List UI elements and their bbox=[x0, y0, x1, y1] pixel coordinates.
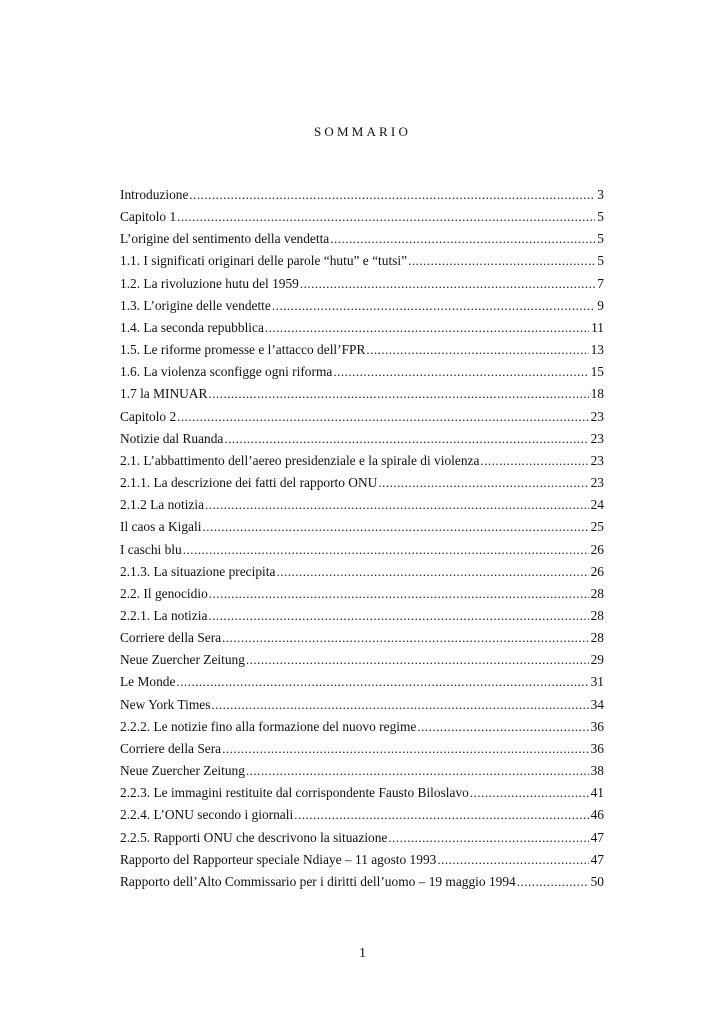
toc-entry-title: 2.1. L’abbattimento dell’aereo presidenziale e la spirale di violenza bbox=[120, 452, 480, 468]
toc-entry-title: 2.2.3. Le immagini restituite dal corrispondente Fausto Biloslavo bbox=[120, 785, 469, 801]
toc-entry-page: 5 bbox=[597, 209, 604, 225]
toc-entry-page: 23 bbox=[590, 452, 604, 468]
toc-dot-leader bbox=[408, 253, 595, 269]
toc-entry-page: 38 bbox=[590, 763, 604, 779]
toc-entry-title: Rapporto del Rapporteur speciale Ndiaye – 11 agosto 1993 bbox=[120, 851, 437, 867]
toc-entry[interactable] bbox=[120, 807, 604, 829]
toc-entry[interactable] bbox=[120, 652, 604, 674]
toc-entry-title: 2.2.5. Rapporti ONU che descrivono la situazione bbox=[120, 829, 388, 845]
toc-entry-page: 47 bbox=[590, 851, 604, 867]
toc-dot-leader bbox=[224, 431, 588, 447]
toc-dot-leader bbox=[205, 497, 589, 513]
toc-entry-page: 26 bbox=[590, 563, 604, 579]
toc-entry-page: 50 bbox=[590, 873, 604, 889]
toc-entry[interactable] bbox=[120, 719, 604, 741]
toc-dot-leader bbox=[366, 342, 588, 358]
toc-dot-leader bbox=[378, 475, 588, 491]
toc-entry-page: 5 bbox=[597, 253, 604, 269]
toc-dot-leader bbox=[480, 453, 588, 469]
toc-entry-title: 2.1.1. La descrizione dei fatti del rapporto ONU bbox=[120, 475, 378, 491]
toc-entry-title: 1.2. La rivoluzione hutu del 1959 bbox=[120, 275, 299, 291]
toc-entry[interactable] bbox=[120, 519, 604, 541]
toc-entry[interactable] bbox=[120, 386, 604, 408]
toc-entry-page: 3 bbox=[597, 187, 604, 202]
toc-dot-leader bbox=[222, 741, 588, 757]
toc-entry-page: 28 bbox=[590, 630, 604, 646]
toc-dot-leader bbox=[183, 542, 589, 558]
toc-dot-leader bbox=[330, 231, 595, 247]
toc-dot-leader bbox=[202, 519, 588, 535]
toc-dot-leader bbox=[333, 364, 588, 380]
toc-entry[interactable] bbox=[120, 342, 604, 364]
toc-entry[interactable] bbox=[120, 209, 604, 231]
toc-dot-leader bbox=[437, 852, 588, 868]
toc-entry-title: 1.1. I significati originari delle parole “hutu” e “tutsi” bbox=[120, 253, 408, 269]
toc-entry[interactable] bbox=[120, 852, 604, 874]
toc-entry[interactable] bbox=[120, 253, 604, 275]
toc-entry-page: 25 bbox=[590, 519, 604, 535]
toc-entry[interactable] bbox=[120, 475, 604, 497]
toc-entry-title: 2.1.2 La notizia bbox=[120, 497, 205, 513]
toc-entry-page: 46 bbox=[590, 807, 604, 823]
toc-entry-page: 26 bbox=[590, 541, 604, 557]
toc-entry[interactable] bbox=[120, 409, 604, 431]
toc-entry-title: Il caos a Kigali bbox=[120, 519, 202, 535]
toc-entry[interactable] bbox=[120, 874, 604, 896]
toc-entry-page: 11 bbox=[591, 319, 604, 335]
toc-entry[interactable] bbox=[120, 785, 604, 807]
toc-entry[interactable] bbox=[120, 542, 604, 564]
toc-dot-leader bbox=[470, 785, 589, 801]
toc-entry-title: I caschi blu bbox=[120, 541, 182, 557]
toc-entry-page: 5 bbox=[597, 231, 604, 247]
toc-entry-title: 2.1.3. La situazione precipita bbox=[120, 563, 276, 579]
toc-entry-title: Capitolo 1 bbox=[120, 209, 177, 225]
toc-entry-title: 1.6. La violenza sconfigge ogni riforma bbox=[120, 364, 333, 380]
page-number: 1 bbox=[359, 946, 366, 961]
toc-entry-page: 13 bbox=[590, 342, 604, 358]
toc-entry-title: Notizie dal Ruanda bbox=[120, 430, 224, 446]
toc-entry-page: 15 bbox=[590, 364, 604, 380]
toc-dot-leader bbox=[246, 763, 589, 779]
toc-dot-leader bbox=[208, 386, 588, 402]
toc-dot-leader bbox=[211, 697, 588, 713]
toc-entry-title: L’origine del sentimento della vendetta bbox=[120, 231, 330, 247]
toc-entry[interactable] bbox=[120, 608, 604, 630]
toc-entry-title: 2.2.4. L’ONU secondo i giornali bbox=[120, 807, 294, 823]
toc-entry[interactable] bbox=[120, 320, 604, 342]
toc-entry[interactable] bbox=[120, 453, 604, 475]
toc-dot-leader bbox=[209, 586, 589, 602]
toc-entry-page: 23 bbox=[590, 430, 604, 446]
toc-entry-page: 18 bbox=[590, 386, 604, 402]
toc-entry[interactable] bbox=[120, 830, 604, 852]
toc-entry-title: 1.5. Le riforme promesse e l’attacco dell’FPR bbox=[120, 342, 366, 358]
toc-dot-leader bbox=[176, 674, 588, 690]
toc-entry-page: 24 bbox=[590, 497, 604, 513]
toc-entry-title: Le Monde bbox=[120, 674, 176, 690]
toc-entry-page: 41 bbox=[590, 785, 604, 801]
toc-entry-title: 1.7 la MINUAR bbox=[120, 386, 208, 402]
toc-entry-page: 31 bbox=[590, 674, 604, 690]
toc-entry[interactable] bbox=[120, 431, 604, 453]
toc-dot-leader bbox=[517, 874, 589, 890]
toc-entry-page: 28 bbox=[590, 585, 604, 601]
toc-dot-leader bbox=[246, 652, 589, 668]
toc-entry[interactable] bbox=[120, 741, 604, 763]
toc-dot-leader bbox=[208, 608, 588, 624]
toc-entry-title: Introduzione bbox=[120, 187, 189, 202]
toc-dot-leader bbox=[177, 409, 588, 425]
toc-dot-leader bbox=[189, 187, 595, 203]
toc-entry-title: New York Times bbox=[120, 696, 211, 712]
toc-entry-page: 9 bbox=[597, 297, 604, 313]
toc-entry[interactable] bbox=[120, 763, 604, 785]
toc-entry[interactable] bbox=[120, 586, 604, 608]
toc-entry[interactable] bbox=[120, 630, 604, 652]
toc-entry-page: 36 bbox=[590, 740, 604, 756]
toc-dot-leader bbox=[294, 807, 588, 823]
toc-entry-title: 2.2.2. Le notizie fino alla formazione del nuovo regime bbox=[120, 718, 417, 734]
toc-dot-leader bbox=[388, 830, 588, 846]
toc-entry[interactable] bbox=[120, 697, 604, 719]
toc-entry-page: 7 bbox=[597, 275, 604, 291]
toc-dot-leader bbox=[276, 564, 588, 580]
toc-dot-leader bbox=[417, 719, 588, 735]
toc-entry-title: 1.3. L’origine delle vendette bbox=[120, 297, 271, 313]
toc-dot-leader bbox=[222, 630, 588, 646]
toc-dot-leader bbox=[177, 209, 595, 225]
toc-entry-page: 47 bbox=[590, 829, 604, 845]
toc-entry[interactable] bbox=[120, 298, 604, 320]
toc-entry[interactable] bbox=[120, 564, 604, 586]
toc-entry-title: Rapporto dell’Alto Commissario per i diritti dell’uomo – 19 maggio 1994 bbox=[120, 873, 516, 889]
toc-entry[interactable] bbox=[120, 674, 604, 696]
toc-entry-title: Corriere della Sera bbox=[120, 740, 222, 756]
toc-entry-page: 29 bbox=[590, 652, 604, 668]
page-title: SOMMARIO bbox=[313, 124, 412, 139]
toc-dot-leader bbox=[272, 298, 595, 314]
toc-dot-leader bbox=[265, 320, 589, 336]
toc-entry-page: 36 bbox=[590, 718, 604, 734]
toc-entry-page: 28 bbox=[590, 607, 604, 623]
toc-entry[interactable] bbox=[120, 276, 604, 298]
toc-entry-page: 34 bbox=[590, 696, 604, 712]
toc-entry-title: 2.2.1. La notizia bbox=[120, 607, 208, 623]
toc-dot-leader bbox=[300, 276, 595, 292]
table-of-contents bbox=[120, 187, 604, 896]
toc-entry[interactable] bbox=[120, 187, 604, 209]
toc-entry-title: Neue Zuercher Zeitung bbox=[120, 652, 245, 668]
toc-entry-title: Neue Zuercher Zeitung bbox=[120, 763, 245, 779]
toc-entry-page: 23 bbox=[590, 475, 604, 491]
toc-entry-page: 23 bbox=[590, 408, 604, 424]
toc-entry[interactable] bbox=[120, 497, 604, 519]
toc-entry-title: Corriere della Sera bbox=[120, 630, 222, 646]
toc-entry-title: 2.2. Il genocidio bbox=[120, 585, 208, 601]
toc-entry-title: 1.4. La seconda repubblica bbox=[120, 319, 264, 335]
toc-entry-title: Capitolo 2 bbox=[120, 408, 177, 424]
toc-entry[interactable] bbox=[120, 231, 604, 253]
toc-entry[interactable] bbox=[120, 364, 604, 386]
